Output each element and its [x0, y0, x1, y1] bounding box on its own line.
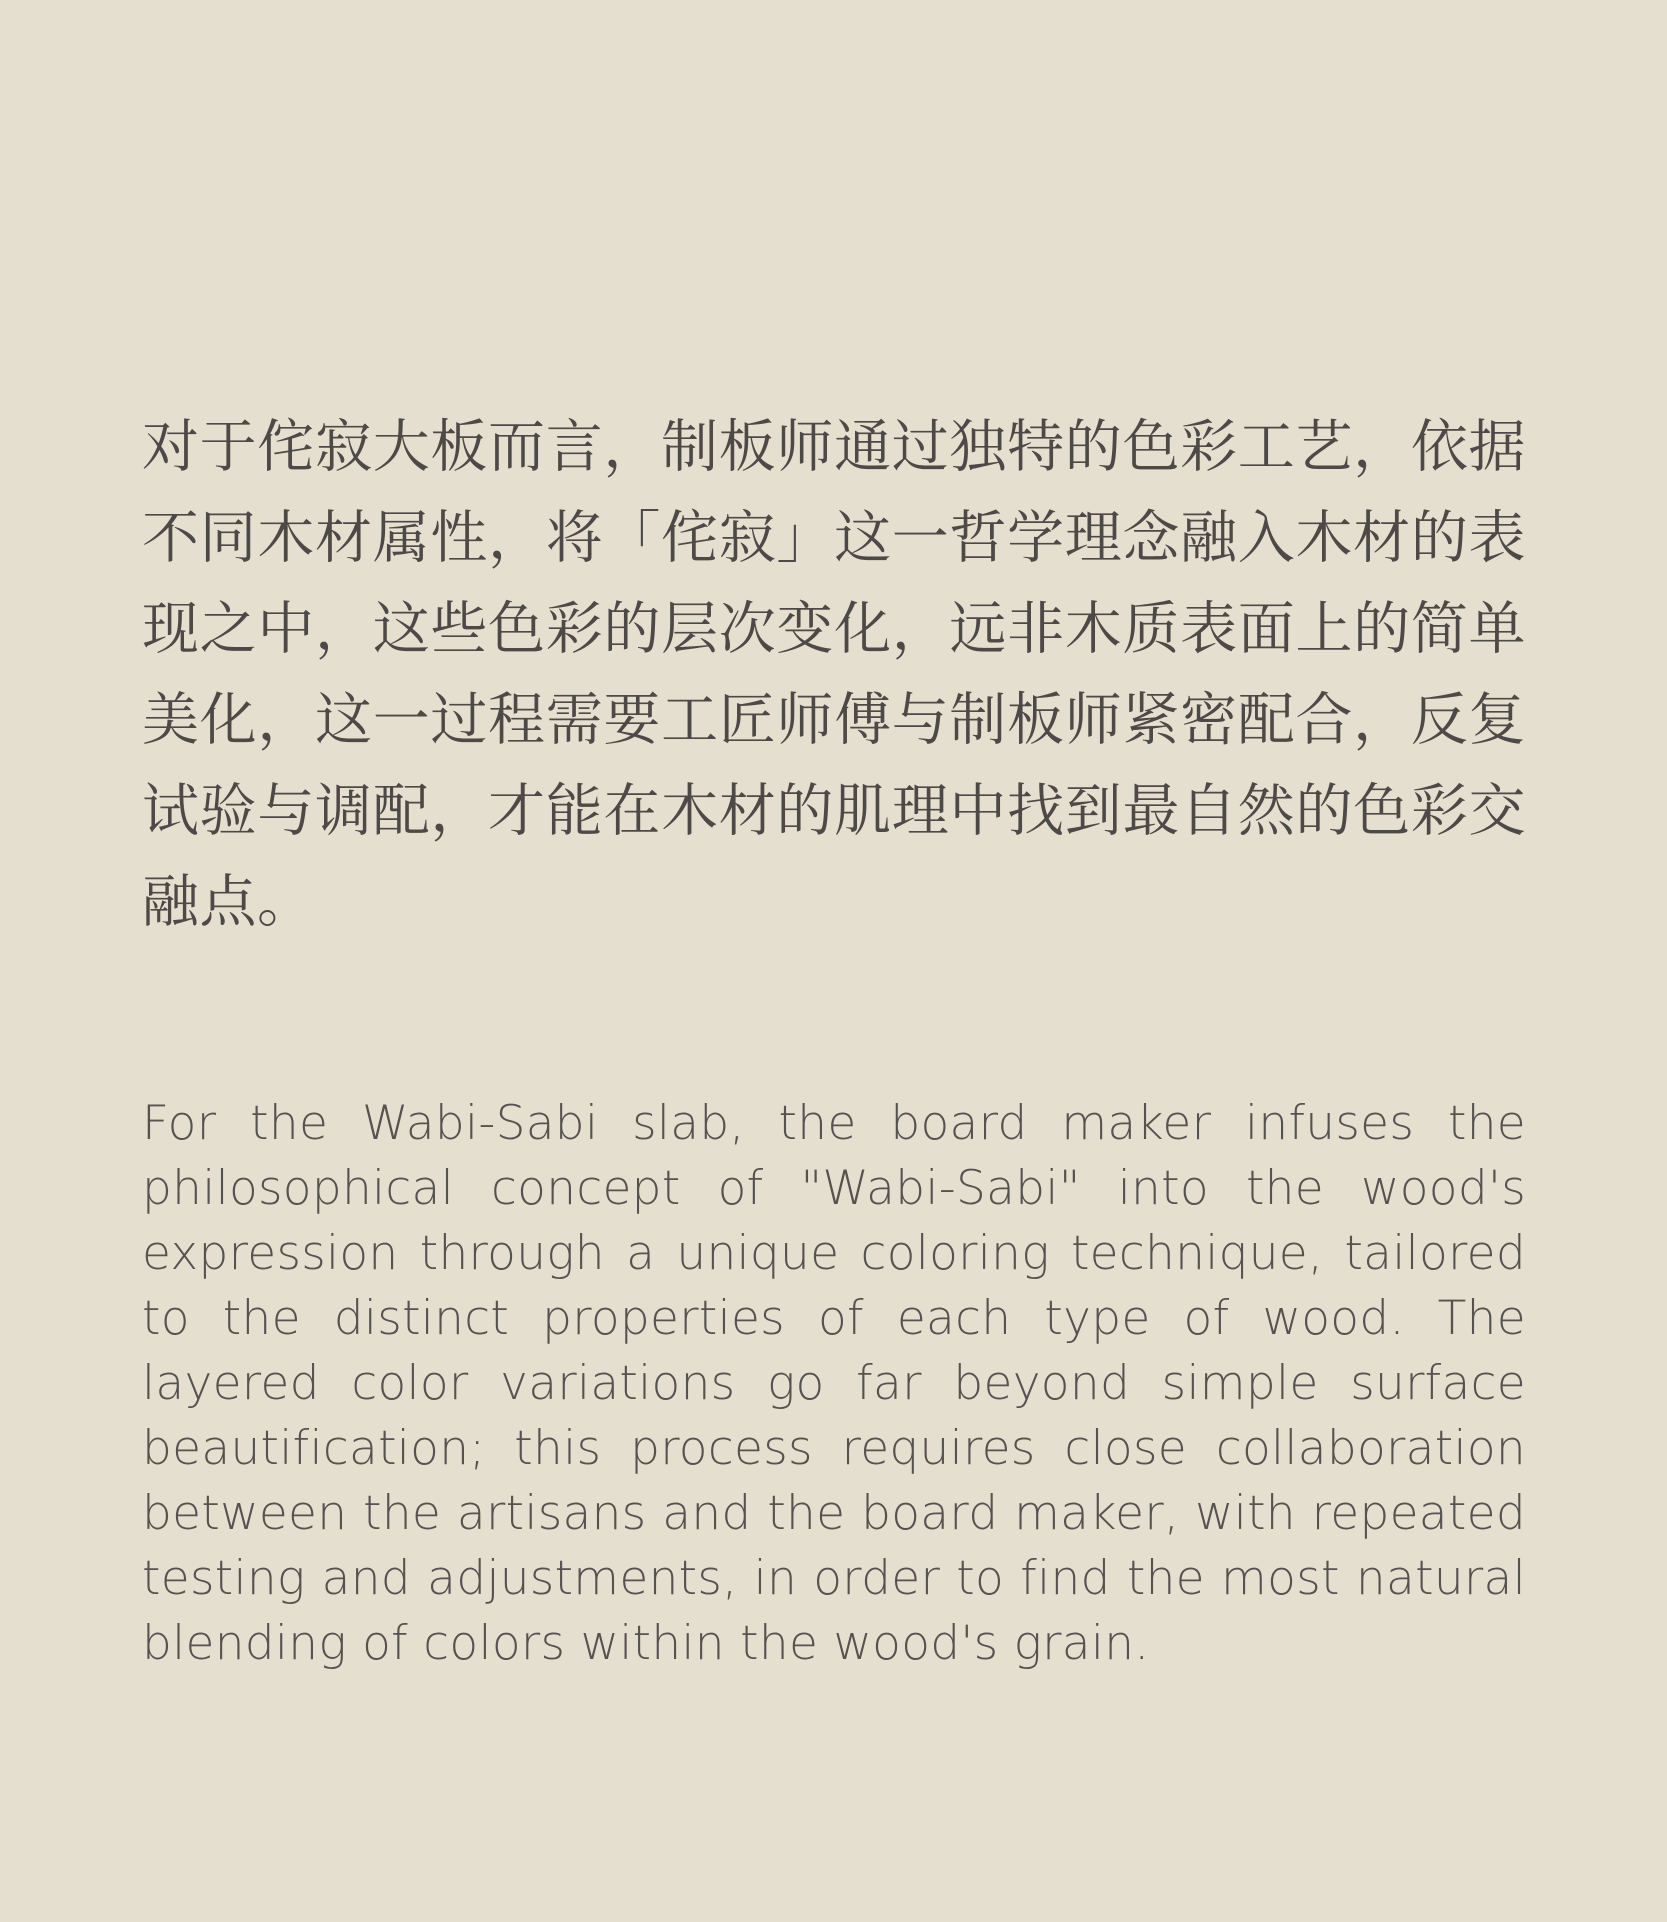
text-panel [142, 402, 1526, 1676]
english-paragraph: For the Wabi-Sabi slab, the board maker infuses the philosophical concept of "Wabi-Sabi" into the wood's expression through a unique coloring technique, tailored to the distinct properties of each type of wood. The layered color variations go far beyond simple surface beautification; this process requires close collaboration between the artisans and the board maker, with repeated testing and adjustments, in order to find the most natural blending of colors within the wood's grain. [142, 1096, 1526, 1671]
chinese-paragraph: 对于侘寂大板而言，制板师通过独特的色彩工艺，依据不同木材属性，将「侘寂」这一哲学理念融入木材的表现之中，这些色彩的层次变化，远非木质表面上的简单美化，这一过程需要工匠师傅与制板师紧密配合，反复试验与调配，才能在木材的肌理中找到最自然的色彩交融点。 [142, 414, 1526, 935]
